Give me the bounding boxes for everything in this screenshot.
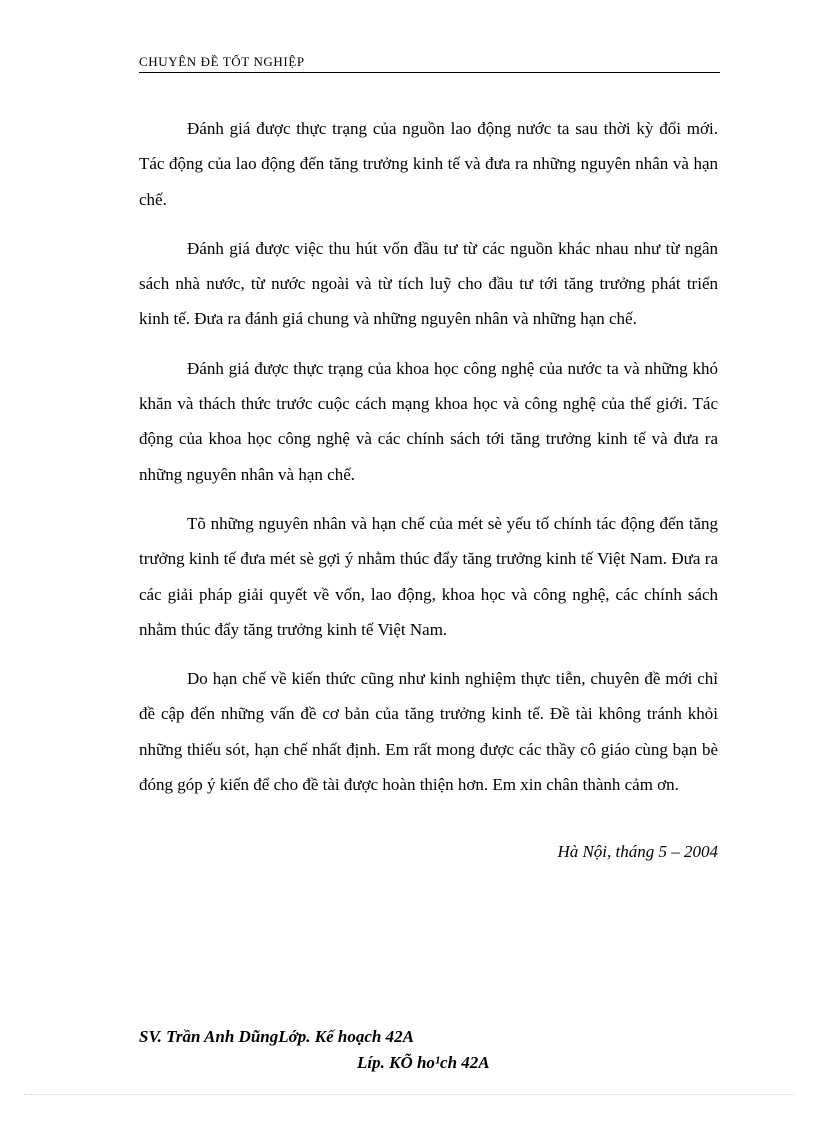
paragraph-labor: Đánh giá được thực trạng của nguồn lao động nước ta sau thời kỳ đổi mới. Tác động của lao động đến tăng trưởng kinh tế và đưa ra những nguyên nhân và hạn chế. (139, 119, 718, 209)
page-header (139, 52, 720, 73)
footer-author-line: SV. Trần Anh DũngLớp. Kế hoạch 42A (139, 1027, 414, 1046)
paragraph-capital: Đánh giá được việc thu hút vốn đầu tư từ các nguồn khác nhau như từ ngân sách nhà nước, từ nước ngoài và từ tích luỹ cho đầu tư tới tăng trưởng phát triển kinh tế. Đưa ra đánh giá chung và những nguyên nhân và những hạn chế. (139, 238, 718, 329)
paragraph-technology: Đánh giá được thực trạng của khoa học công nghệ của nước ta và những khó khăn và thách thức trước cuộc cách mạng khoa học và công nghệ của thế giới. Tác động của khoa học công nghệ và các chính sách tới tăng trưởng kinh tế và đưa ra những nguyên nhân và hạn chế. (139, 358, 718, 484)
paragraph-recommendations: Tõ những nguyên nhân và hạn chế của mét sè yếu tố chính tác động đến tăng trưởng kinh tế đưa mét sè gợi ý nhằm thúc đẩy tăng trưởng kinh tế Việt Nam. Đưa ra các giải pháp giải quyết về vốn, lao động, khoa học và công nghệ, các chính sách nhằm thúc đẩy tăng trưởng kinh tế Việt Nam. (139, 513, 718, 639)
page-bottom-divider (24, 1094, 794, 1095)
paragraph-closing: Do hạn chế về kiến thức cũng như kinh nghiệm thực tiễn, chuyên đề mới chỉ đề cập đến những vấn đề cơ bản của tăng trưởng kinh tế. Đề tài không tránh khỏi những thiếu sót, hạn chế nhất định. Em rất mong được các thầy cô giáo cùng bạn bè đóng góp ý kiến để cho đề tài được hoàn thiện hơn. Em xin chân thành cảm ơn. (139, 669, 718, 795)
date-line: Hà Nội, tháng 5 – 2004 (557, 842, 718, 861)
footer-class-line: Líp. KÕ ho¹ch 42A (357, 1053, 490, 1072)
page-footer (139, 1024, 490, 1076)
body-text (139, 111, 718, 816)
header-title: CHUYÊN ĐỀ TỐT NGHIỆP (139, 54, 305, 69)
